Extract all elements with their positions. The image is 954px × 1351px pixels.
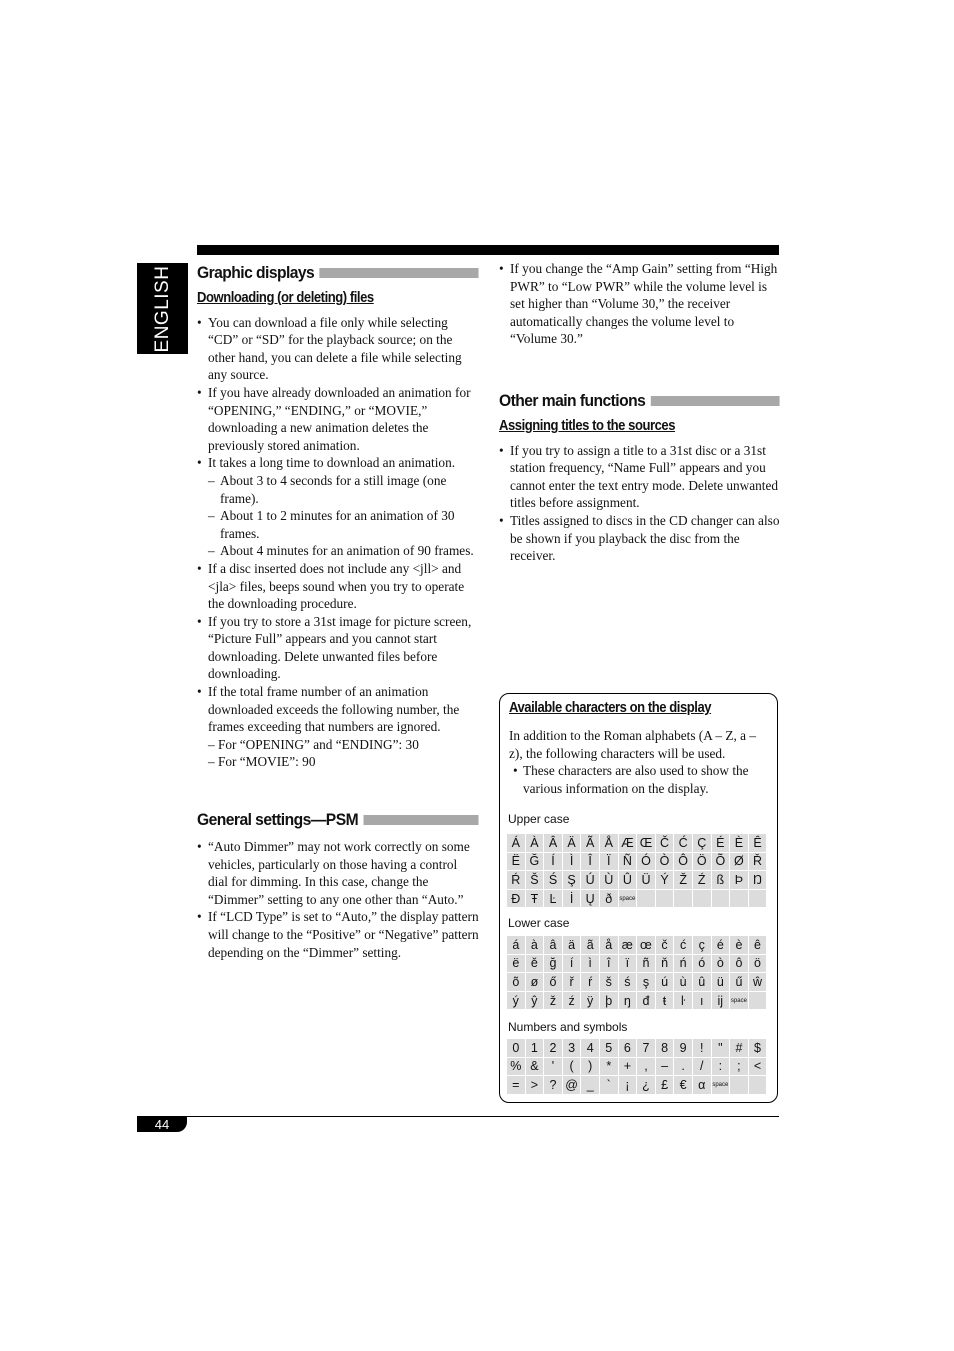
character-cell: Æ xyxy=(619,834,638,853)
character-cell: Č xyxy=(656,834,675,853)
general-settings-bullets xyxy=(197,838,479,961)
character-cell: = xyxy=(507,1076,526,1095)
graphic-displays-heading: Graphic displays xyxy=(197,260,456,286)
character-cell: Í xyxy=(544,853,563,872)
character-cell: ň xyxy=(656,955,675,974)
character-cell: ŋ xyxy=(619,992,638,1011)
character-cell: – xyxy=(656,1058,675,1077)
character-cell xyxy=(712,890,731,909)
list-item: • If “LCD Type” is set to “Auto,” the display pattern will change to the “Positive” or “Negative” pattern depending on the “Dimmer” setting. xyxy=(197,908,479,961)
upper-case-grid xyxy=(507,834,767,908)
character-cell: Ž xyxy=(674,871,693,890)
character-cell: ` xyxy=(600,1076,619,1095)
character-cell: ĳ xyxy=(712,992,731,1011)
character-cell: ÿ xyxy=(581,992,600,1011)
list-item: • “Auto Dimmer” may not work correctly on some vehicles, particularly on those having a control dial for dimming. In this case, change the “Dimmer” setting to any one other than “Auto.” xyxy=(197,838,479,908)
character-cell: î xyxy=(600,955,619,974)
character-cell: Ø xyxy=(730,853,749,872)
character-cell: ¿ xyxy=(637,1076,656,1095)
character-cell: space xyxy=(619,890,638,909)
character-cell: Ä xyxy=(563,834,582,853)
character-cell: space xyxy=(712,1076,731,1095)
character-cell: Ï xyxy=(600,853,619,872)
character-cell: Ŕ xyxy=(507,871,526,890)
list-item: – About 1 to 2 minutes for an animation of 30 frames. xyxy=(208,507,479,542)
character-cell: Œ xyxy=(637,834,656,853)
character-cell: # xyxy=(730,1039,749,1058)
character-cell: 0 xyxy=(507,1039,526,1058)
character-cell: Š xyxy=(526,871,545,890)
numbers-symbols-grid xyxy=(507,1039,767,1095)
character-cell: @ xyxy=(563,1076,582,1095)
character-cell: £ xyxy=(656,1076,675,1095)
character-cell: ŷ xyxy=(526,992,545,1011)
character-cell: space xyxy=(730,992,749,1011)
character-cell: ü xyxy=(712,973,731,992)
list-item: • If you try to store a 31st image for picture screen, “Picture Full” appears and you cannot start downloading. Delete unwanted files before downloading. xyxy=(197,613,479,683)
character-cell: Ö xyxy=(693,853,712,872)
character-cell xyxy=(693,890,712,909)
general-settings-heading: General settings—PSM xyxy=(197,807,456,833)
character-cell: Ô xyxy=(674,853,693,872)
character-cell: È xyxy=(730,834,749,853)
character-cell xyxy=(749,890,768,909)
character-cell: / xyxy=(693,1058,712,1077)
character-cell: ř xyxy=(563,973,582,992)
character-cell: ò xyxy=(712,955,731,974)
character-cell: À xyxy=(526,834,545,853)
character-cell: Ş xyxy=(563,871,582,890)
character-cell: 8 xyxy=(656,1039,675,1058)
character-cell: < xyxy=(749,1058,768,1077)
character-cell: œ xyxy=(637,936,656,955)
heading-bar xyxy=(320,268,479,278)
right-column xyxy=(499,260,780,565)
character-cell: 1 xyxy=(526,1039,545,1058)
character-cell: 4 xyxy=(581,1039,600,1058)
character-cell: Đ xyxy=(507,890,526,909)
character-cell: Ř xyxy=(749,853,768,872)
character-cell: Ś xyxy=(544,871,563,890)
list-item: – About 4 minutes for an animation of 90 frames. xyxy=(208,542,479,560)
character-cell: > xyxy=(526,1076,545,1095)
character-cell: Ã xyxy=(581,834,600,853)
list-item: • If you have already downloaded an animation for “OPENING,” “ENDING,” or “MOVIE,” downloading a new animation deletes the previously stored animation. xyxy=(197,384,479,454)
character-cell: û xyxy=(693,973,712,992)
character-cell: Û xyxy=(619,871,638,890)
character-cell: 9 xyxy=(674,1039,693,1058)
character-cell: ő xyxy=(544,973,563,992)
character-cell: € xyxy=(674,1076,693,1095)
character-cell: 3 xyxy=(563,1039,582,1058)
character-cell: Ý xyxy=(656,871,675,890)
character-cell: è xyxy=(730,936,749,955)
character-cell: š xyxy=(600,973,619,992)
character-cell: ć xyxy=(674,936,693,955)
character-cell: ) xyxy=(581,1058,600,1077)
character-cell: Ŧ xyxy=(526,890,545,909)
character-cell xyxy=(730,890,749,909)
character-cell: ó xyxy=(693,955,712,974)
character-cell: č xyxy=(656,936,675,955)
footer-rule xyxy=(137,1116,779,1117)
character-cell: ú xyxy=(656,973,675,992)
character-cell: : xyxy=(712,1058,731,1077)
character-cell: â xyxy=(544,936,563,955)
character-cell: ê xyxy=(749,936,768,955)
character-cell: ź xyxy=(563,992,582,1011)
character-cell: Ü xyxy=(637,871,656,890)
character-cell: å xyxy=(600,936,619,955)
character-cell: ŕ xyxy=(581,973,600,992)
character-cell: Ŋ xyxy=(749,871,768,890)
character-cell: ø xyxy=(526,973,545,992)
character-cell: ù xyxy=(674,973,693,992)
character-cell: æ xyxy=(619,936,638,955)
other-functions-heading: Other main functions xyxy=(499,388,758,414)
lower-case-label: Lower case xyxy=(508,916,570,930)
character-cell: Å xyxy=(600,834,619,853)
character-cell: İ xyxy=(563,890,582,909)
character-cell: " xyxy=(712,1039,731,1058)
page-number: 44 xyxy=(137,1117,187,1132)
list-item: – About 3 to 4 seconds for a still image (one frame). xyxy=(208,472,479,507)
character-cell: é xyxy=(712,936,731,955)
character-cell: ï xyxy=(619,955,638,974)
character-cell: Ć xyxy=(674,834,693,853)
list-item: • If you try to assign a title to a 31st disc or a 31st station frequency, “Name Full” appears and you cannot enter the text entry mode. Delete unwanted titles before assignment. xyxy=(499,442,780,512)
character-cell: õ xyxy=(507,973,526,992)
character-cell: í xyxy=(563,955,582,974)
available-characters-intro: In addition to the Roman alphabets (A – Z, a – z), the following characters will be used. xyxy=(509,728,757,761)
character-cell: ? xyxy=(544,1076,563,1095)
character-cell: ñ xyxy=(637,955,656,974)
character-cell: ! xyxy=(693,1039,712,1058)
available-characters-box xyxy=(499,693,778,1103)
character-cell: ã xyxy=(581,936,600,955)
character-cell: ě xyxy=(526,955,545,974)
character-cell: Ó xyxy=(637,853,656,872)
character-cell: ş xyxy=(637,973,656,992)
downloading-subheading: Downloading (or deleting) files xyxy=(197,290,374,306)
character-cell: 2 xyxy=(544,1039,563,1058)
character-cell: à xyxy=(526,936,545,955)
character-cell: 6 xyxy=(619,1039,638,1058)
assigning-titles-bullets xyxy=(499,442,780,565)
list-item: • If you change the “Amp Gain” setting from “High PWR” to “Low PWR” while the volume level is set higher than “Volume 30,” the receiver automatically changes the volume level to “Volume 30.” xyxy=(499,260,780,348)
character-cell xyxy=(674,890,693,909)
character-cell: ý xyxy=(507,992,526,1011)
character-cell: Ë xyxy=(507,853,526,872)
character-cell: Ğ xyxy=(526,853,545,872)
frame-limit-movie: – For “MOVIE”: 90 xyxy=(208,754,316,770)
character-cell: ß xyxy=(712,871,731,890)
character-cell: Ì xyxy=(563,853,582,872)
character-cell: Ú xyxy=(581,871,600,890)
character-cell xyxy=(656,890,675,909)
assigning-titles-subheading: Assigning titles to the sources xyxy=(499,417,676,434)
list-item: • You can download a file only while selecting “CD” or “SD” for the playback source; on the other hand, you can delete a file while selecting any source. xyxy=(197,314,479,384)
language-tab xyxy=(137,263,188,354)
character-cell: Ù xyxy=(600,871,619,890)
heading-bar xyxy=(364,815,479,825)
character-cell: Ç xyxy=(693,834,712,853)
character-cell: Ź xyxy=(693,871,712,890)
character-cell: 7 xyxy=(637,1039,656,1058)
character-cell xyxy=(637,890,656,909)
upper-case-label: Upper case xyxy=(508,812,570,826)
available-characters-note: • These characters are also used to show the various information on the display. xyxy=(513,762,781,797)
character-cell: ¡ xyxy=(619,1076,638,1095)
character-cell: ö xyxy=(749,955,768,974)
available-characters-heading: Available characters on the display xyxy=(509,700,712,716)
character-cell: ű xyxy=(730,973,749,992)
character-cell: ì xyxy=(581,955,600,974)
character-cell: ı xyxy=(693,992,712,1011)
character-cell: Î xyxy=(581,853,600,872)
character-cell: ç xyxy=(693,936,712,955)
character-cell: ; xyxy=(730,1058,749,1077)
character-cell: ğ xyxy=(544,955,563,974)
character-cell: ä xyxy=(563,936,582,955)
character-cell: _ xyxy=(581,1076,600,1095)
character-cell: . xyxy=(674,1058,693,1077)
character-cell: Ê xyxy=(749,834,768,853)
list-item: • It takes a long time to download an animation. – About 3 to 4 seconds for a still image (one frame). – About 1 to 2 minutes for an animation of 30 frames. – About 4 minutes for an animation of 90 frames. xyxy=(197,454,479,560)
character-cell: ë xyxy=(507,955,526,974)
character-cell: α xyxy=(693,1076,712,1095)
amp-gain-bullets xyxy=(499,260,780,348)
character-cell: Õ xyxy=(712,853,731,872)
character-cell: Ñ xyxy=(619,853,638,872)
character-cell xyxy=(730,1076,749,1095)
character-cell: ' xyxy=(544,1058,563,1077)
list-item: • If a disc inserted does not include any <jll> and <jla> files, beeps sound when you try to operate the downloading procedure. xyxy=(197,560,479,613)
download-time-list xyxy=(208,472,479,560)
character-cell xyxy=(749,992,768,1011)
character-cell xyxy=(749,1076,768,1095)
character-cell: ŧ xyxy=(656,992,675,1011)
character-cell: Ò xyxy=(656,853,675,872)
character-cell: ð xyxy=(600,890,619,909)
numbers-symbols-label: Numbers and symbols xyxy=(508,1020,628,1034)
character-cell: & xyxy=(526,1058,545,1077)
list-item: • Titles assigned to discs in the CD changer can also be shown if you playback the disc from the receiver. xyxy=(499,512,780,565)
frame-limit-opening: – For “OPENING” and “ENDING”: 30 xyxy=(208,736,419,752)
character-cell: đ xyxy=(637,992,656,1011)
character-cell: Á xyxy=(507,834,526,853)
character-cell: Þ xyxy=(730,871,749,890)
character-cell: ś xyxy=(619,973,638,992)
character-cell: É xyxy=(712,834,731,853)
character-cell: + xyxy=(619,1058,638,1077)
character-cell: ( xyxy=(563,1058,582,1077)
heading-bar xyxy=(651,396,780,406)
character-cell: ń xyxy=(674,955,693,974)
language-tab-label: ENGLISH xyxy=(151,265,173,352)
character-cell: Â xyxy=(544,834,563,853)
character-cell: ô xyxy=(730,955,749,974)
character-cell: ž xyxy=(544,992,563,1011)
header-rule xyxy=(197,245,779,255)
character-cell: 5 xyxy=(600,1039,619,1058)
character-cell: * xyxy=(600,1058,619,1077)
character-cell: Ų xyxy=(581,890,600,909)
downloading-bullets xyxy=(197,314,479,736)
list-item: • If the total frame number of an animation downloaded exceeds the following number, the frames exceeding that numbers are ignored. xyxy=(197,683,479,736)
character-cell: ŵ xyxy=(749,973,768,992)
character-cell: % xyxy=(507,1058,526,1077)
character-cell: á xyxy=(507,936,526,955)
character-cell: þ xyxy=(600,992,619,1011)
character-cell: Ŀ xyxy=(544,890,563,909)
character-cell: ŀ xyxy=(674,992,693,1011)
character-cell: $ xyxy=(749,1039,768,1058)
character-cell: , xyxy=(637,1058,656,1077)
left-column xyxy=(197,260,479,961)
lower-case-grid xyxy=(507,936,767,1010)
